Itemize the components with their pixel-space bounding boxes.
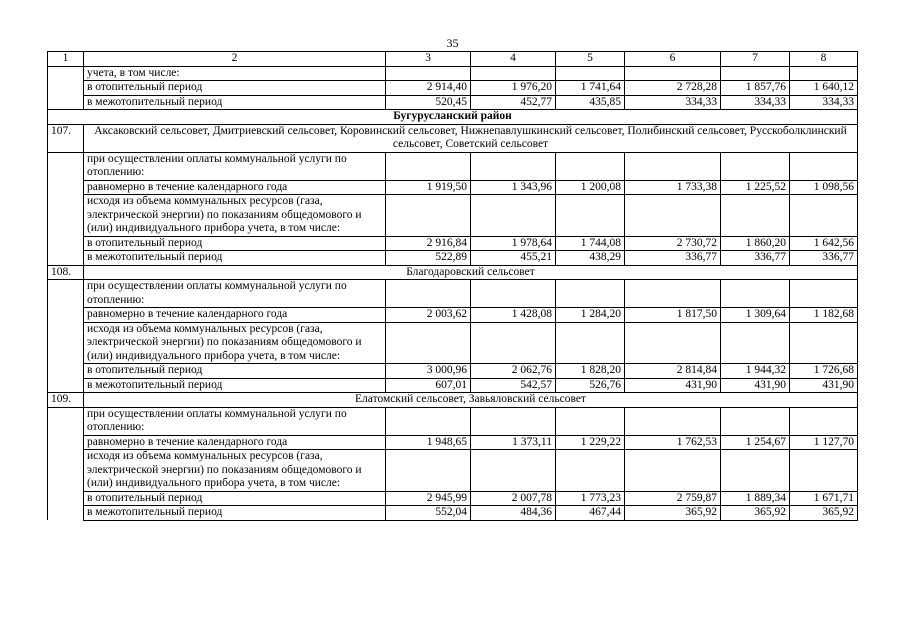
value-cell: 522,89	[386, 251, 471, 266]
value-cell: 3 000,96	[386, 364, 471, 379]
value-cell: 1 225,52	[721, 180, 790, 195]
value-cell	[790, 450, 858, 492]
value-cell	[721, 280, 790, 308]
value-cell: 1 640,12	[790, 81, 858, 96]
header-row	[48, 52, 858, 67]
empty-num-cell	[48, 152, 84, 180]
value-cell: 1 726,68	[790, 364, 858, 379]
value-cell: 2 914,40	[386, 81, 471, 96]
table-row	[48, 506, 858, 521]
empty-num-cell	[48, 236, 84, 251]
value-cell: 467,44	[556, 506, 625, 521]
table-row	[48, 435, 858, 450]
value-cell	[790, 195, 858, 237]
value-cell: 607,01	[386, 378, 471, 393]
table-row	[48, 95, 858, 110]
value-cell	[790, 280, 858, 308]
value-cell	[721, 195, 790, 237]
value-cell: 334,33	[721, 95, 790, 110]
section-number: 108.	[48, 265, 84, 280]
value-cell: 2 814,84	[625, 364, 721, 379]
value-cell	[556, 450, 625, 492]
section-title: Благодаровский сельсовет	[84, 265, 858, 280]
value-cell	[721, 66, 790, 81]
value-cell: 1 978,64	[471, 236, 556, 251]
header-cell: 5	[556, 52, 625, 67]
value-cell	[625, 322, 721, 364]
header-cell: 8	[790, 52, 858, 67]
value-cell: 2 916,84	[386, 236, 471, 251]
section-title: Елатомский сельсовет, Завьяловский сельсовет	[84, 393, 858, 408]
value-cell	[386, 280, 471, 308]
page-number: 35	[446, 36, 459, 50]
row-label: равномерно в течение календарного года	[84, 180, 386, 195]
header-cell: 3	[386, 52, 471, 67]
value-cell: 365,92	[790, 506, 858, 521]
value-cell	[386, 322, 471, 364]
row-label: исходя из объема коммунальных ресурсов (газа, электрической энергии) по показаниям общедомового и (или) индивидуального прибора учета, в том числе:	[84, 195, 386, 237]
table-row	[48, 407, 858, 435]
value-cell	[471, 450, 556, 492]
value-cell	[721, 322, 790, 364]
section-header-row	[48, 124, 858, 152]
value-cell	[790, 407, 858, 435]
value-cell	[790, 322, 858, 364]
value-cell: 1 671,71	[790, 491, 858, 506]
row-label: при осуществлении оплаты коммунальной услуги по отоплению:	[84, 280, 386, 308]
value-cell: 1 182,68	[790, 308, 858, 323]
tariff-table	[47, 51, 858, 521]
value-cell: 1 127,70	[790, 435, 858, 450]
value-cell: 365,92	[721, 506, 790, 521]
value-cell: 438,29	[556, 251, 625, 266]
table-row	[48, 322, 858, 364]
table-row	[48, 81, 858, 96]
value-cell: 526,76	[556, 378, 625, 393]
value-cell: 1 098,56	[790, 180, 858, 195]
table-row	[48, 195, 858, 237]
value-cell: 365,92	[625, 506, 721, 521]
value-cell: 1 919,50	[386, 180, 471, 195]
value-cell: 1 889,34	[721, 491, 790, 506]
table-row	[48, 180, 858, 195]
row-label: в отопительный период	[84, 81, 386, 96]
value-cell: 1 976,20	[471, 81, 556, 96]
value-cell: 484,36	[471, 506, 556, 521]
value-cell: 1 744,08	[556, 236, 625, 251]
row-label: учета, в том числе:	[84, 66, 386, 81]
value-cell: 435,85	[556, 95, 625, 110]
value-cell	[790, 152, 858, 180]
value-cell: 1 860,20	[721, 236, 790, 251]
empty-num-cell	[48, 180, 84, 195]
section-header-row	[48, 393, 858, 408]
section-number: 109.	[48, 393, 84, 408]
value-cell	[625, 66, 721, 81]
value-cell	[556, 66, 625, 81]
value-cell: 2 062,76	[471, 364, 556, 379]
empty-num-cell	[48, 280, 84, 308]
value-cell: 1 741,64	[556, 81, 625, 96]
value-cell: 1 857,76	[721, 81, 790, 96]
value-cell: 455,21	[471, 251, 556, 266]
header-cell: 2	[84, 52, 386, 67]
value-cell	[471, 280, 556, 308]
row-label: в межотопительный период	[84, 506, 386, 521]
row-label: в отопительный период	[84, 236, 386, 251]
table-row	[48, 251, 858, 266]
value-cell	[721, 407, 790, 435]
table-row	[48, 236, 858, 251]
header-cell: 1	[48, 52, 84, 67]
value-cell: 1 817,50	[625, 308, 721, 323]
empty-num-cell	[48, 450, 84, 492]
value-cell: 1 762,53	[625, 435, 721, 450]
value-cell: 542,57	[471, 378, 556, 393]
value-cell: 1 309,64	[721, 308, 790, 323]
value-cell: 2 007,78	[471, 491, 556, 506]
table-row	[48, 364, 858, 379]
value-cell	[625, 195, 721, 237]
value-cell	[625, 280, 721, 308]
value-cell: 334,33	[790, 95, 858, 110]
row-label: в отопительный период	[84, 491, 386, 506]
header-cell: 7	[721, 52, 790, 67]
value-cell: 336,77	[721, 251, 790, 266]
empty-num-cell	[48, 322, 84, 364]
row-label: равномерно в течение календарного года	[84, 308, 386, 323]
value-cell	[625, 152, 721, 180]
table-row	[48, 280, 858, 308]
value-cell	[625, 450, 721, 492]
row-label: при осуществлении оплаты коммунальной услуги по отоплению:	[84, 407, 386, 435]
value-cell: 336,77	[790, 251, 858, 266]
value-cell: 1 343,96	[471, 180, 556, 195]
value-cell	[386, 407, 471, 435]
value-cell: 1 373,11	[471, 435, 556, 450]
table-row	[48, 66, 858, 81]
value-cell	[556, 195, 625, 237]
value-cell: 334,33	[625, 95, 721, 110]
value-cell	[556, 322, 625, 364]
value-cell: 1 254,67	[721, 435, 790, 450]
value-cell	[721, 152, 790, 180]
value-cell	[386, 450, 471, 492]
value-cell: 1 944,32	[721, 364, 790, 379]
value-cell	[471, 195, 556, 237]
district-row	[48, 110, 858, 125]
value-cell: 2 003,62	[386, 308, 471, 323]
value-cell: 552,04	[386, 506, 471, 521]
value-cell: 1 229,22	[556, 435, 625, 450]
empty-num-cell	[48, 378, 84, 393]
value-cell: 2 759,87	[625, 491, 721, 506]
value-cell	[386, 66, 471, 81]
value-cell: 431,90	[625, 378, 721, 393]
empty-num-cell	[48, 364, 84, 379]
value-cell: 1 733,38	[625, 180, 721, 195]
row-label: в межотопительный период	[84, 251, 386, 266]
value-cell: 1 828,20	[556, 364, 625, 379]
value-cell: 431,90	[790, 378, 858, 393]
value-cell	[471, 66, 556, 81]
row-label: равномерно в течение календарного года	[84, 435, 386, 450]
row-label: при осуществлении оплаты коммунальной услуги по отоплению:	[84, 152, 386, 180]
value-cell: 452,77	[471, 95, 556, 110]
table-row	[48, 450, 858, 492]
value-cell	[386, 195, 471, 237]
value-cell	[556, 280, 625, 308]
value-cell	[721, 450, 790, 492]
empty-num-cell	[48, 81, 84, 96]
section-number: 107.	[48, 124, 84, 152]
row-label: в межотопительный период	[84, 95, 386, 110]
empty-num-cell	[48, 308, 84, 323]
empty-num-cell	[48, 407, 84, 435]
table-row	[48, 491, 858, 506]
value-cell: 520,45	[386, 95, 471, 110]
value-cell: 1 948,65	[386, 435, 471, 450]
row-label: в отопительный период	[84, 364, 386, 379]
value-cell: 1 284,20	[556, 308, 625, 323]
empty-num-cell	[48, 95, 84, 110]
value-cell: 1 428,08	[471, 308, 556, 323]
value-cell: 2 728,28	[625, 81, 721, 96]
header-cell: 4	[471, 52, 556, 67]
value-cell: 1 642,56	[790, 236, 858, 251]
value-cell: 2 730,72	[625, 236, 721, 251]
empty-num-cell	[48, 251, 84, 266]
value-cell	[471, 152, 556, 180]
table-row	[48, 308, 858, 323]
value-cell	[790, 66, 858, 81]
value-cell	[386, 152, 471, 180]
value-cell	[556, 407, 625, 435]
value-cell	[471, 322, 556, 364]
value-cell: 1 200,08	[556, 180, 625, 195]
table-row	[48, 152, 858, 180]
district-name: Бугурусланский район	[48, 110, 858, 125]
empty-num-cell	[48, 491, 84, 506]
section-title: Аксаковский сельсовет, Дмитриевский сельсовет, Коровинский сельсовет, Нижнепавлушкинский сельсовет, Полибинский сельсовет, Русскоболклинский сельсовет, Советский сельсовет	[84, 124, 858, 152]
empty-num-cell	[48, 435, 84, 450]
empty-num-cell	[48, 66, 84, 81]
value-cell: 431,90	[721, 378, 790, 393]
value-cell: 2 945,99	[386, 491, 471, 506]
section-header-row	[48, 265, 858, 280]
row-label: в межотопительный период	[84, 378, 386, 393]
value-cell	[471, 407, 556, 435]
row-label: исходя из объема коммунальных ресурсов (газа, электрической энергии) по показаниям общедомового и (или) индивидуального прибора учета, в том числе:	[84, 450, 386, 492]
row-label: исходя из объема коммунальных ресурсов (газа, электрической энергии) по показаниям общедомового и (или) индивидуального прибора учета, в том числе:	[84, 322, 386, 364]
empty-num-cell	[48, 506, 84, 521]
empty-num-cell	[48, 195, 84, 237]
value-cell	[625, 407, 721, 435]
value-cell: 1 773,23	[556, 491, 625, 506]
table-row	[48, 378, 858, 393]
value-cell: 336,77	[625, 251, 721, 266]
header-cell: 6	[625, 52, 721, 67]
value-cell	[556, 152, 625, 180]
